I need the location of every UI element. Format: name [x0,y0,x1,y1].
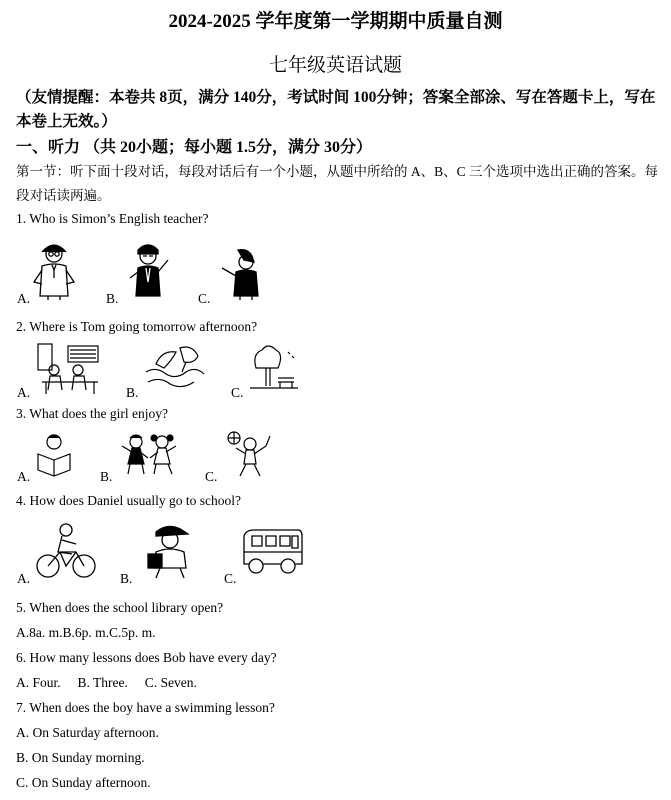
question-1-picture-c [218,246,262,300]
question-4: 4. How does Daniel usually go to school? [16,493,241,508]
question-2-picture-b [142,342,208,390]
question-2-picture-c [248,342,300,394]
question-2: 2. Where is Tom going tomorrow afternoon? [16,319,258,334]
question-5-options: A.8a. m.B.6p. m.C.5p. m. [16,625,156,640]
question-1-picture-b [124,238,172,300]
question-7-option-a: A. On Saturday afternoon. [16,725,159,740]
question-1-option-b: B. [106,291,119,306]
question-3-option-a: A. [17,469,31,484]
question-2-picture-a [36,342,102,396]
question-7: 7. When does the boy have a swimming lesson? [16,700,275,715]
question-3-option-c: C. [205,469,218,484]
question-2-option-b: B. [126,385,139,400]
question-1-picture-a [30,238,78,300]
question-3-picture-b [120,432,180,478]
question-4-option-a: A. [17,571,31,586]
question-1-option-c: C. [198,291,211,306]
question-3: 3. What does the girl enjoy? [16,406,168,421]
section-instruction: 第一节：听下面十段对话，每段对话后有一个小题，从题中所给的 A、B、C 三个选项中选出正确的答案。每段对话读两遍。 [16,164,659,203]
question-4-option-c: C. [224,571,237,586]
question-4-picture-a [36,522,96,580]
question-1: 1. Who is Simon’s English teacher? [16,211,209,226]
exam-tip: （友情提醒：本卷共 8页，满分 140分，考试时间 100分钟；答案全部涂、写在答题卡上，写在本卷上无效。） [16,89,656,130]
question-6: 6. How many lessons does Bob have every day? [16,650,277,665]
question-4-option-b: B. [120,571,133,586]
question-3-picture-a [32,432,78,478]
question-7-option-b: B. On Sunday morning. [16,750,145,765]
question-3-picture-c [224,430,274,478]
question-2-option-a: A. [17,385,31,400]
question-4-picture-b [142,522,198,580]
exam-subtitle: 七年级英语试题 [268,55,402,76]
question-7-option-c: C. On Sunday afternoon. [16,775,151,790]
question-2-option-c: C. [231,385,244,400]
question-3-option-b: B. [100,469,113,484]
question-5: 5. When does the school library open? [16,600,224,615]
question-6-options: A. Four. B. Three. C. Seven. [16,675,197,690]
section-title: 一、听力 （共 20小题；每小题 1.5分，满分 30分） [16,139,373,156]
question-1-option-a: A. [17,291,31,306]
exam-title: 2024-2025 学年度第一学期期中质量自测 [168,11,503,32]
question-4-picture-c [238,526,304,576]
